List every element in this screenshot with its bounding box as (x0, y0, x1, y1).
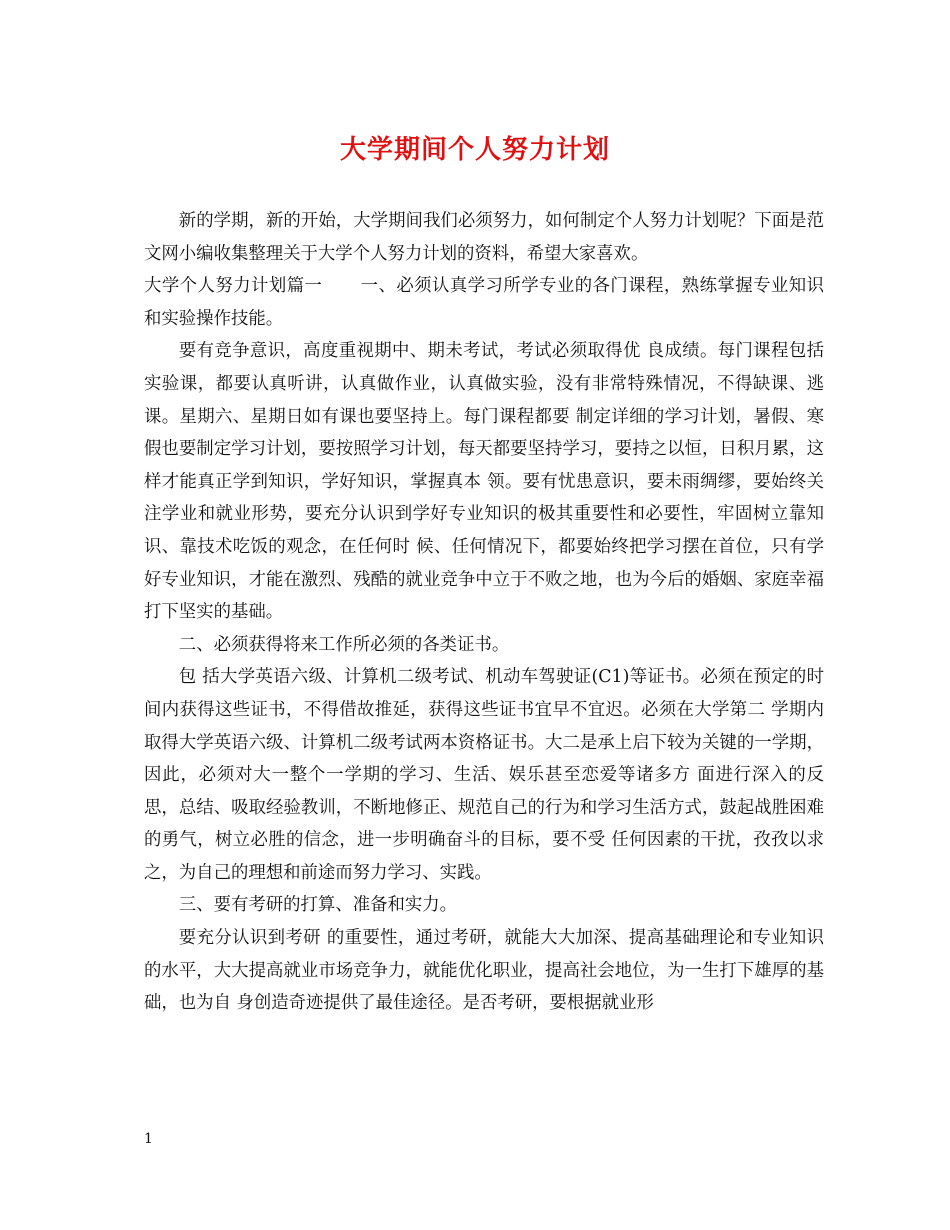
point3-heading: 三、要有考研的打算、准备和实力。 (178, 895, 458, 916)
section-label: 大学个人努力计划篇一 (144, 276, 323, 297)
point3-body: 要充分认识到考研 的重要性，通过考研，就能大大加深、提高基础理论和专业知识的水平，大大提高就业市场竞争力，就能优化职业，提高社会地位，为一生打下雄厚的基础，也为自 身创造奇迹提供了最佳途径。是否考研，要根据就业形 (144, 928, 824, 1014)
point1-body: 要有竞争意识，高度重视期中、期未考试，考试必须取得优 良成绩。每门课程包括实验课，都要认真听讲，认真做作业，认真做实验，没有非常特殊情况，不得缺课、逃课。星期六、星期日如有课也要坚持上。每门课程都要 制定详细的学习计划，暑假、寒假也要制定学习计划，要按照学习计划，每天都要坚持学习，要持之以恒，日积月累，这样才能真正学到知识，学好知识，掌握真本 领。要有忧患意识，要未雨绸缪，要始终关注学业和就业形势，要充分认识到学好专业知识的极其重要性和必要性，牢固树立靠知识、靠技术吃饭的观念，在任何时 候、任何情况下，都要始终把学习摆在首位，只有学好专业知识，才能在激烈、残酷的就业竞争中立于不败之地，也为今后的婚姻、家庭幸福打下坚实的基础。 (144, 341, 824, 623)
intro-paragraph: 新的学期，新的开始，大学期间我们必须努力，如何制定个人努力计划呢？下面是范文网小编收集整理关于大学个人努力计划的资料，希望大家喜欢。 (144, 211, 824, 264)
point2-heading: 二、必须获得将来工作所必须的各类证书。 (178, 634, 510, 655)
page-number: 1 (144, 1131, 153, 1147)
document-title: 大学期间个人努力计划 (339, 135, 610, 165)
point2-body: 包 括大学英语六级、计算机二级考试、机动车驾驶证(C1)等证书。必须在预定的时间内获得这些证书，不得借故推延，获得这些证书宜早不宜迟。必须在大学第二 学期内取得大学英语六级、计算机二级考试两本资格证书。大二是承上启下较为关键的一学期，因此，必须对大一整个一学期的学习、生活、娱乐甚至恋爱等诸多方 面进行深入的反思，总结、吸取经验教训，不断地修正、规范自己的行为和学习生活方式，鼓起战胜困难的勇气，树立必胜的信念，进一步明确奋斗的目标，要不受 任何因素的干扰，孜孜以求之，为自己的理想和前途而努力学习、实践。 (144, 667, 824, 883)
document-body (144, 205, 824, 1020)
section-paragraph (144, 270, 824, 335)
point1-heading: 一、必须认真学习所学专业的各门课程，熟练掌握专业知识和实验操作技能。 (144, 276, 824, 329)
